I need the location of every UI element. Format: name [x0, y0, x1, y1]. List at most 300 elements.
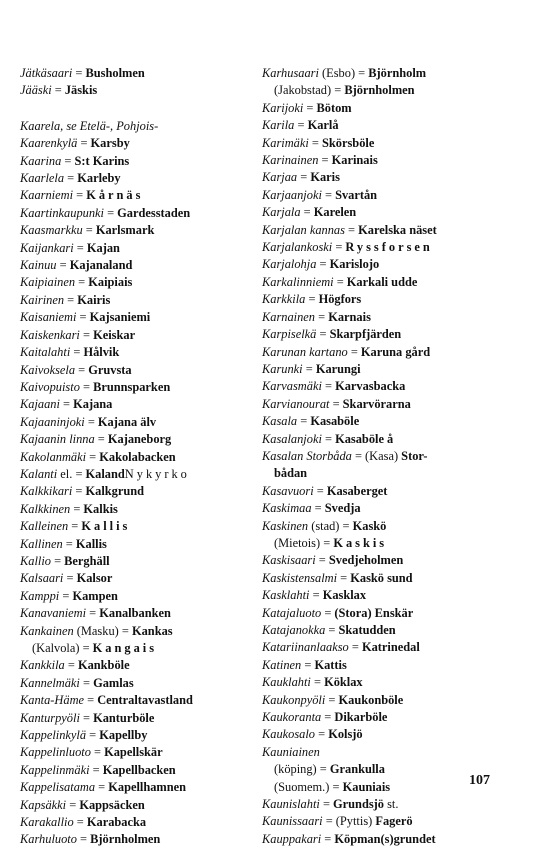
finnish-name: Karijoki — [262, 100, 304, 115]
swedish-name: Skarpfjärden — [329, 327, 402, 342]
equals-sign: = — [86, 728, 100, 743]
finnish-name: Karkalinniemi — [262, 274, 334, 289]
finnish-name: Kalleinen — [20, 519, 69, 534]
entry-row — [262, 117, 517, 134]
qualifier: (Jakobstad) — [274, 83, 332, 98]
equals-sign: = — [62, 536, 76, 551]
swedish-name: Kalsor — [76, 571, 113, 586]
equals-sign: = — [73, 815, 87, 830]
finnish-name: Katajaluoto — [262, 605, 322, 620]
entry-row — [20, 623, 258, 640]
equals-sign: = — [118, 623, 132, 638]
entry-row — [20, 449, 258, 466]
swedish-name: Kalkis — [83, 501, 118, 516]
equals-sign: = — [321, 605, 335, 620]
finnish-name: Kauniainen — [262, 744, 320, 759]
entry-row — [20, 605, 258, 622]
finnish-name: Kapsäkki — [20, 797, 67, 812]
swedish-name: Stor- — [398, 448, 428, 463]
finnish-name: Kaskimaa — [262, 501, 312, 516]
swedish-name: Busholmen — [85, 66, 145, 80]
equals-sign: = — [94, 432, 108, 447]
entry-row — [262, 831, 517, 848]
equals-sign: = — [64, 292, 78, 307]
entry-row — [20, 379, 258, 396]
finnish-name: Kaivoksela — [20, 362, 76, 377]
finnish-name: Kaitalahti — [20, 345, 71, 360]
swedish-name: Karelen — [313, 205, 357, 220]
equals-sign: = — [63, 571, 77, 586]
equals-sign: = — [84, 414, 98, 429]
equals-sign: = — [305, 292, 319, 307]
entry-row — [20, 222, 258, 239]
equals-sign: = — [316, 762, 330, 777]
swedish-name: Bötom — [316, 100, 352, 115]
equals-sign: = — [315, 309, 329, 324]
finnish-name: Kaukoranta — [262, 710, 322, 725]
equals-sign: = — [103, 205, 118, 220]
equals-sign: = — [89, 762, 103, 777]
equals-sign: = — [51, 83, 65, 98]
finnish-name: Karvianourat — [262, 396, 330, 411]
entry-row — [20, 710, 258, 727]
entry-row — [262, 605, 517, 622]
entry-row — [262, 535, 517, 552]
finnish-name: Kajaani — [20, 397, 60, 412]
swedish-name: Gamlas — [93, 675, 134, 690]
equals-sign: = — [318, 153, 332, 168]
swedish-name: Gruvsta — [88, 362, 132, 377]
entry-row — [262, 361, 517, 378]
swedish-name: Karinais — [331, 153, 378, 168]
equals-sign: = — [315, 553, 329, 568]
finnish-name: Karjalankoski — [262, 240, 333, 255]
swedish-name: Karuna gård — [360, 344, 431, 359]
equals-sign: = — [302, 361, 316, 376]
entry-row — [262, 326, 517, 343]
swedish-name: Kaland — [85, 466, 125, 481]
entry-row — [262, 518, 517, 535]
equals-sign: = — [79, 675, 94, 690]
equals-sign: = — [344, 222, 359, 237]
equals-sign: = — [61, 153, 75, 168]
equals-sign: = — [300, 205, 314, 220]
entry-row — [262, 552, 517, 569]
entry-row — [20, 657, 258, 674]
finnish-name: Kainuu — [20, 258, 57, 273]
swedish-name: Kasaböle å — [335, 431, 394, 446]
entry-row — [20, 82, 258, 99]
entry-row — [20, 744, 258, 761]
qualifier: (Kalvola) — [32, 641, 80, 655]
qualifier: (Pyttis) — [335, 814, 373, 829]
finnish-name: Kaskisaari — [262, 553, 316, 568]
entry-row — [20, 65, 258, 82]
finnish-name: Karnainen — [262, 309, 316, 324]
swedish-name: Kauniais — [342, 779, 391, 794]
entry-row — [20, 779, 258, 796]
entry-row — [20, 431, 258, 448]
swedish-name: Karabacka — [86, 815, 147, 830]
equals-sign: = — [311, 501, 325, 516]
swedish-name: Kapellhamnen — [108, 780, 187, 795]
swedish-name: Kaskö sund — [350, 570, 413, 585]
entry-row — [20, 675, 258, 692]
equals-sign: = — [70, 501, 84, 516]
equals-sign: = — [309, 588, 323, 603]
finnish-name: Karhuluoto — [20, 832, 77, 847]
equals-sign: = — [310, 675, 325, 690]
finnish-name: Kallio — [20, 553, 51, 568]
swedish-name: Kampen — [72, 588, 118, 603]
entry-row — [20, 762, 258, 779]
finnish-name: Kaukonpyöli — [262, 692, 326, 707]
swedish-name: Björnholmen — [344, 83, 415, 98]
equals-sign: = — [90, 745, 105, 760]
right-column — [262, 65, 517, 848]
swedish-name: Kajsaniemi — [89, 310, 151, 325]
swedish-name: Kankas — [131, 623, 173, 638]
equals-sign: = — [325, 623, 339, 637]
finnish-name: Kalsaari — [20, 571, 64, 586]
entry-row — [20, 588, 258, 605]
entry-row — [20, 362, 258, 379]
finnish-name: Jääski — [20, 83, 52, 98]
entry-row — [262, 813, 517, 830]
entry-row — [262, 169, 517, 186]
qualifier: (köping) — [274, 762, 317, 777]
finnish-name: Karinainen — [262, 153, 319, 168]
finnish-name: Karjaanjoki — [262, 187, 322, 202]
entry-row — [20, 240, 258, 257]
equals-sign: = — [348, 640, 362, 655]
swedish-name: Kasaböle — [310, 414, 360, 429]
finnish-name: Kairinen — [20, 292, 65, 307]
entry-row — [20, 257, 258, 274]
equals-sign: = — [95, 780, 109, 795]
equals-sign: = — [56, 258, 70, 273]
swedish-name: Svartån — [335, 187, 378, 202]
finnish-name: Kaisaniemi — [20, 310, 77, 325]
entry-row — [262, 483, 517, 500]
finnish-name: Karakallio — [20, 815, 74, 830]
finnish-name: Kasala — [262, 414, 298, 429]
qualifier: (Masku) — [73, 623, 119, 638]
finnish-name: Karjala — [262, 205, 301, 220]
equals-sign: = — [331, 83, 345, 98]
swedish-name: Keiskar — [93, 327, 136, 342]
entry-row — [262, 692, 517, 709]
qualifier: (Mietois) — [274, 535, 321, 550]
swedish-name: Kalkgrund — [85, 484, 145, 499]
swedish-name: Karelska näset — [358, 222, 437, 237]
swedish-name: Kajaneborg — [107, 432, 172, 447]
finnish-name: Kaunislahti — [262, 797, 320, 812]
entry-row — [262, 100, 517, 117]
equals-sign: = — [339, 518, 353, 533]
entry-row — [262, 744, 517, 761]
finnish-name: Karkkila — [262, 292, 306, 307]
swedish-name: Kakolabacken — [99, 449, 176, 464]
equals-sign: = — [332, 240, 346, 255]
entry-row — [20, 536, 258, 553]
equals-sign: = — [322, 814, 336, 829]
finnish-name: Kasavuori — [262, 483, 314, 498]
swedish-name: Högfors — [318, 292, 362, 307]
finnish-name: Kaskistensalmi — [262, 570, 338, 585]
equals-sign: = — [73, 188, 87, 203]
finnish-name: Kappelinkylä — [20, 728, 87, 743]
finnish-name: Kannelmäki — [20, 675, 80, 690]
swedish-name: Ryssforsen — [345, 240, 433, 255]
equals-sign: = — [76, 832, 91, 847]
swedish-name: Kajan — [86, 240, 120, 255]
finnish-name: Kanturpyöli — [20, 710, 80, 725]
finnish-name: Kajaanin linna — [20, 432, 95, 447]
swedish-name-alt: Nykyrko — [124, 466, 190, 481]
finnish-name: Karunki — [262, 361, 303, 376]
finnish-name: Kauklahti — [262, 675, 311, 690]
swedish-name: Kapellby — [99, 728, 148, 743]
equals-sign: = — [347, 344, 361, 359]
finnish-name: Kaartinkaupunki — [20, 205, 104, 220]
equals-sign: = — [72, 66, 86, 80]
finnish-name: Jätkäsaari — [20, 66, 73, 80]
entry-row — [20, 466, 258, 483]
swedish-name: Karlsmark — [95, 223, 155, 238]
finnish-name: Kalkkinen — [20, 501, 71, 516]
equals-sign: = — [316, 257, 330, 272]
swedish-name: Brunnsparken — [93, 379, 171, 394]
swedish-name: Kårnäs — [86, 188, 144, 203]
finnish-name: Kaarina — [20, 153, 62, 168]
entry-row — [262, 396, 517, 413]
finnish-name: Kasalan Storbåda — [262, 448, 352, 463]
qualifier: (Kasa) — [365, 448, 399, 463]
swedish-name: (Stora) Enskär — [334, 605, 414, 620]
entry-row — [262, 65, 517, 82]
equals-sign: = — [303, 100, 317, 115]
entry-row — [262, 570, 517, 587]
finnish-name: Kasklahti — [262, 588, 310, 603]
swedish-name: Svedja — [324, 501, 361, 516]
finnish-name: Kaskinen — [262, 518, 309, 533]
finnish-name: Kaiskenkari — [20, 327, 80, 342]
finnish-name: Kaipiainen — [20, 275, 76, 290]
entry-row — [262, 152, 517, 169]
swedish-name: Kolsjö — [328, 727, 363, 742]
entry-row — [262, 291, 517, 308]
entry-row — [20, 274, 258, 291]
entry-row — [20, 170, 258, 187]
swedish-name: Centraltavastland — [97, 693, 193, 708]
entry-row — [262, 274, 517, 291]
finnish-name: Katajanokka — [262, 623, 326, 637]
entry-row — [20, 414, 258, 431]
swedish-name: Kallis — [81, 519, 131, 534]
entry-row — [262, 256, 517, 273]
entry-row — [262, 726, 517, 743]
swedish-name: Kapellbacken — [102, 762, 176, 777]
entry-row — [262, 709, 517, 726]
swedish-name: Kasaberget — [326, 483, 388, 498]
entry-row — [262, 413, 517, 430]
entry-row — [20, 518, 258, 535]
swedish-name: S:t Karins — [74, 153, 130, 168]
finnish-name: Kamppi — [20, 588, 60, 603]
qualifier-suffix: st. — [384, 797, 399, 812]
equals-sign: = — [75, 362, 89, 377]
finnish-name: Kasalanjoki — [262, 431, 322, 446]
equals-sign: = — [329, 779, 343, 794]
finnish-name: Kaasmarkku — [20, 223, 83, 238]
qualifier: el. — [57, 466, 76, 481]
entry-row — [20, 153, 258, 170]
finnish-name: Kappelinluoto — [20, 745, 91, 760]
swedish-name: Berghäll — [64, 553, 110, 568]
swedish-name: Kattis — [314, 657, 347, 672]
equals-sign: = — [313, 483, 327, 498]
swedish-name: Dikarböle — [334, 710, 388, 725]
entry-row — [262, 204, 517, 221]
swedish-name: Svedjeholmen — [328, 553, 404, 568]
finnish-name: Kajaaninjoki — [20, 414, 85, 429]
entry-row — [20, 692, 258, 709]
finnish-name: Karunan kartano — [262, 344, 348, 359]
entry-row — [20, 292, 258, 309]
entry-row — [20, 797, 258, 814]
swedish-name: Kaipiais — [88, 275, 133, 290]
equals-sign: = — [75, 275, 89, 290]
swedish-name: Björnholm — [368, 66, 427, 80]
swedish-name: Skarvörarna — [342, 396, 411, 411]
equals-sign: = — [86, 606, 100, 621]
swedish-name: Björnholmen — [90, 832, 161, 847]
equals-sign: = — [308, 135, 322, 150]
entry-row — [20, 205, 258, 222]
finnish-name: Kanavaniemi — [20, 606, 87, 621]
finnish-name: Karjaa — [262, 170, 298, 185]
equals-sign: = — [325, 692, 339, 707]
entry-row — [262, 187, 517, 204]
equals-sign: = — [329, 396, 343, 411]
entry-row — [262, 622, 517, 639]
swedish-name: Karkali udde — [346, 274, 418, 289]
equals-sign: = — [72, 484, 86, 499]
entry-row — [262, 239, 517, 256]
swedish-name: Kaukonböle — [338, 692, 404, 707]
swedish-name: Karislojo — [329, 257, 380, 272]
equals-sign: = — [351, 448, 366, 463]
finnish-name: Kalanti — [20, 466, 58, 481]
swedish-name: Kanturböle — [93, 710, 155, 725]
entry-row — [262, 344, 517, 361]
equals-sign: = — [321, 379, 336, 394]
swedish-name: Fagerö — [372, 814, 413, 829]
finnish-name: Kaunissaari — [262, 814, 323, 829]
equals-sign: = — [79, 379, 94, 394]
swedish-name: Hålvik — [83, 345, 120, 360]
swedish-name: Kapellskär — [104, 745, 163, 760]
entry-row — [20, 831, 258, 848]
equals-sign: = — [66, 797, 80, 812]
entry-row — [262, 587, 517, 604]
swedish-name: Karis — [310, 170, 340, 185]
entry-row — [262, 448, 517, 465]
equals-sign: = — [321, 831, 335, 846]
entry-row — [20, 396, 258, 413]
equals-sign: = — [70, 345, 84, 360]
finnish-name: Katinen — [262, 657, 302, 672]
entry-row — [20, 570, 258, 587]
entry-row — [20, 187, 258, 204]
finnish-name: Kaijankari — [20, 240, 74, 255]
equals-sign: = — [68, 519, 82, 534]
swedish-name: Karlå — [307, 118, 339, 133]
left-column — [20, 65, 258, 849]
equals-sign: = — [76, 310, 90, 325]
entry-row — [20, 135, 258, 152]
finnish-name: Karvasmäki — [262, 379, 322, 394]
entry-row — [262, 135, 517, 152]
swedish-name: Katrinedal — [361, 640, 420, 655]
equals-sign: = — [319, 797, 334, 812]
entry-row — [20, 309, 258, 326]
swedish-name: Kajanaland — [69, 258, 133, 273]
swedish-name: Kaskis — [333, 535, 388, 550]
swedish-name: Kajana älv — [97, 414, 157, 429]
equals-sign: = — [59, 397, 74, 412]
swedish-name: Karungi — [315, 361, 361, 376]
swedish-name: Gardesstaden — [117, 205, 191, 220]
finnish-name: Kallinen — [20, 536, 63, 551]
finnish-name: Karila — [262, 118, 295, 133]
page-number: 107 — [469, 773, 490, 788]
equals-sign: = — [301, 657, 315, 672]
swedish-name: bådan — [274, 466, 308, 481]
entry-row — [262, 500, 517, 517]
entry-row — [20, 344, 258, 361]
finnish-name: Kakolanmäki — [20, 449, 87, 464]
entry-row — [262, 431, 517, 448]
swedish-name: Kankböle — [77, 658, 130, 673]
qualifier: (Suomem.) — [274, 779, 330, 794]
entry-row — [20, 727, 258, 744]
equals-sign: = — [337, 570, 351, 585]
qualifier: (stad) — [308, 518, 340, 533]
entry-row — [262, 657, 517, 674]
equals-sign: = — [316, 327, 330, 342]
swedish-name: Köpman(s)grundet — [334, 831, 436, 846]
entry-row — [20, 814, 258, 831]
equals-sign: = — [77, 136, 91, 151]
finnish-name: Kappelinmäki — [20, 762, 90, 777]
swedish-name: Kaskö — [352, 518, 387, 533]
equals-sign: = — [333, 274, 347, 289]
equals-sign: = — [294, 118, 308, 133]
entry-row — [262, 309, 517, 326]
entry-row — [262, 674, 517, 691]
equals-sign: = — [297, 414, 311, 429]
finnish-name: Kaarniemi — [20, 188, 74, 203]
equals-sign: = — [73, 240, 87, 255]
equals-sign: = — [64, 171, 78, 186]
swedish-name: Karvasbacka — [335, 379, 406, 394]
qualifier: (Esbo) — [318, 66, 356, 80]
swedish-name: Skörsböle — [322, 135, 375, 150]
finnish-name: Karimäki — [262, 135, 309, 150]
entry-row — [262, 796, 517, 813]
